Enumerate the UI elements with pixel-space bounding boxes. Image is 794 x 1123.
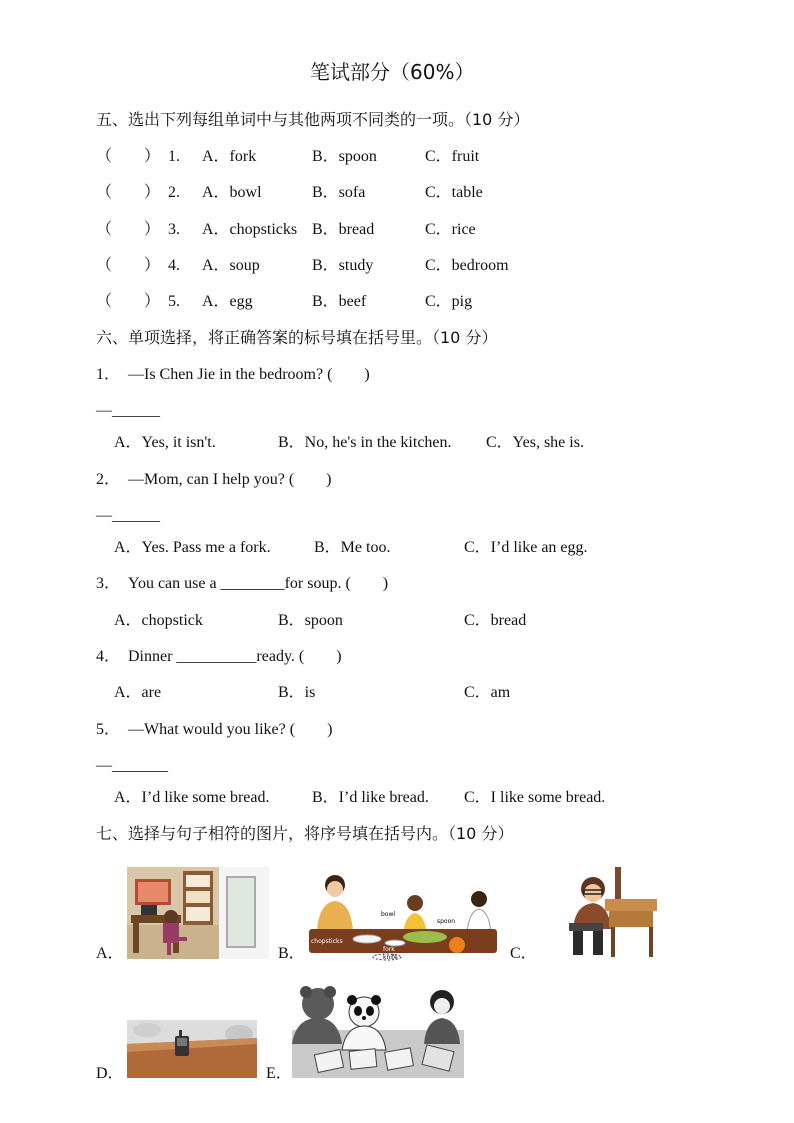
item-number: 5. xyxy=(168,293,180,310)
option-a: A．chopstick xyxy=(114,612,203,629)
question-stem: 3． You can use a ________for soup. ( ) xyxy=(96,575,389,592)
picture-label-b: B． xyxy=(278,945,305,962)
option-a: A．soup xyxy=(202,257,260,274)
option-b: B．spoon xyxy=(278,612,343,629)
question-stem: 1． —Is Chen Jie in the bedroom? ( ) xyxy=(96,366,370,383)
option-c: C．pig xyxy=(425,293,473,310)
option-c: C．am xyxy=(464,684,511,701)
label-knife: knife xyxy=(383,954,398,961)
picture-d-table-phone xyxy=(127,1020,257,1078)
picture-e-panda-bear-books xyxy=(292,984,464,1078)
option-b: B．spoon xyxy=(312,148,377,165)
picture-label-d: D． xyxy=(96,1065,124,1082)
option-a: A．fork xyxy=(202,148,257,165)
answer-line[interactable]: —______ xyxy=(96,507,160,524)
option-c: C．fruit xyxy=(425,148,480,165)
section5-heading: 五、选出下列每组单词中与其他两项不同类的一项。（10 分） xyxy=(96,110,530,129)
picture-b-dinner-table xyxy=(307,871,499,961)
option-c: C．Yes, she is. xyxy=(486,434,584,451)
page-title: 笔试部分（60%） xyxy=(310,60,475,84)
item-number: 2. xyxy=(168,184,180,201)
answer-blank[interactable]: （ ） xyxy=(96,184,161,201)
option-c: C．table xyxy=(425,184,483,201)
answer-blank[interactable]: （ ） xyxy=(96,221,161,238)
answer-blank[interactable]: （ ） xyxy=(96,257,161,274)
picture-label-c: C． xyxy=(510,945,537,962)
option-b: B．Me too. xyxy=(314,539,391,556)
label-fork: fork xyxy=(383,946,395,953)
option-a: A．I’d like some bread. xyxy=(114,789,270,806)
picture-c-boy-at-desk xyxy=(565,867,657,959)
option-b: B．beef xyxy=(312,293,367,310)
label-bowl: bowl xyxy=(381,911,396,918)
section6-heading: 六、单项选择，将正确答案的标号填在括号里。（10 分） xyxy=(96,328,498,347)
question-stem: 5． —What would you like? ( ) xyxy=(96,721,333,738)
item-number: 1. xyxy=(168,148,180,165)
answer-blank[interactable]: （ ） xyxy=(96,293,161,310)
label-chopsticks: chopsticks xyxy=(311,938,343,945)
option-c: C．bedroom xyxy=(425,257,509,274)
option-b: B．No, he's in the kitchen. xyxy=(278,434,452,451)
option-b: B．sofa xyxy=(312,184,366,201)
option-b: B．bread xyxy=(312,221,375,238)
picture-a-study-room xyxy=(127,867,269,959)
option-a: A．egg xyxy=(202,293,253,310)
option-a: A．are xyxy=(114,684,162,701)
answer-line[interactable]: —______ xyxy=(96,402,160,419)
label-spoon: spoon xyxy=(437,918,456,925)
question-stem: 2． —Mom, can I help you? ( ) xyxy=(96,471,332,488)
picture-label-e: E． xyxy=(266,1065,292,1082)
item-number: 4. xyxy=(168,257,180,274)
option-c: C．bread xyxy=(464,612,527,629)
option-a: A．Yes. Pass me a fork. xyxy=(114,539,271,556)
question-stem: 4． Dinner __________ready. ( ) xyxy=(96,648,342,665)
option-c: C．I’d like an egg. xyxy=(464,539,588,556)
answer-blank[interactable]: （ ） xyxy=(96,148,161,165)
option-b: B．is xyxy=(278,684,316,701)
option-b: B．I’d like bread. xyxy=(312,789,429,806)
option-a: A．bowl xyxy=(202,184,262,201)
option-a: A．chopsticks xyxy=(202,221,298,238)
item-number: 3. xyxy=(168,221,180,238)
option-c: C．rice xyxy=(425,221,476,238)
option-b: B．study xyxy=(312,257,374,274)
option-c: C．I like some bread. xyxy=(464,789,606,806)
picture-label-a: A． xyxy=(96,945,124,962)
section7-heading: 七、选择与句子相符的图片，将序号填在括号内。（10 分） xyxy=(96,824,514,843)
answer-line[interactable]: —_______ xyxy=(96,757,168,774)
option-a: A．Yes, it isn't. xyxy=(114,434,216,451)
